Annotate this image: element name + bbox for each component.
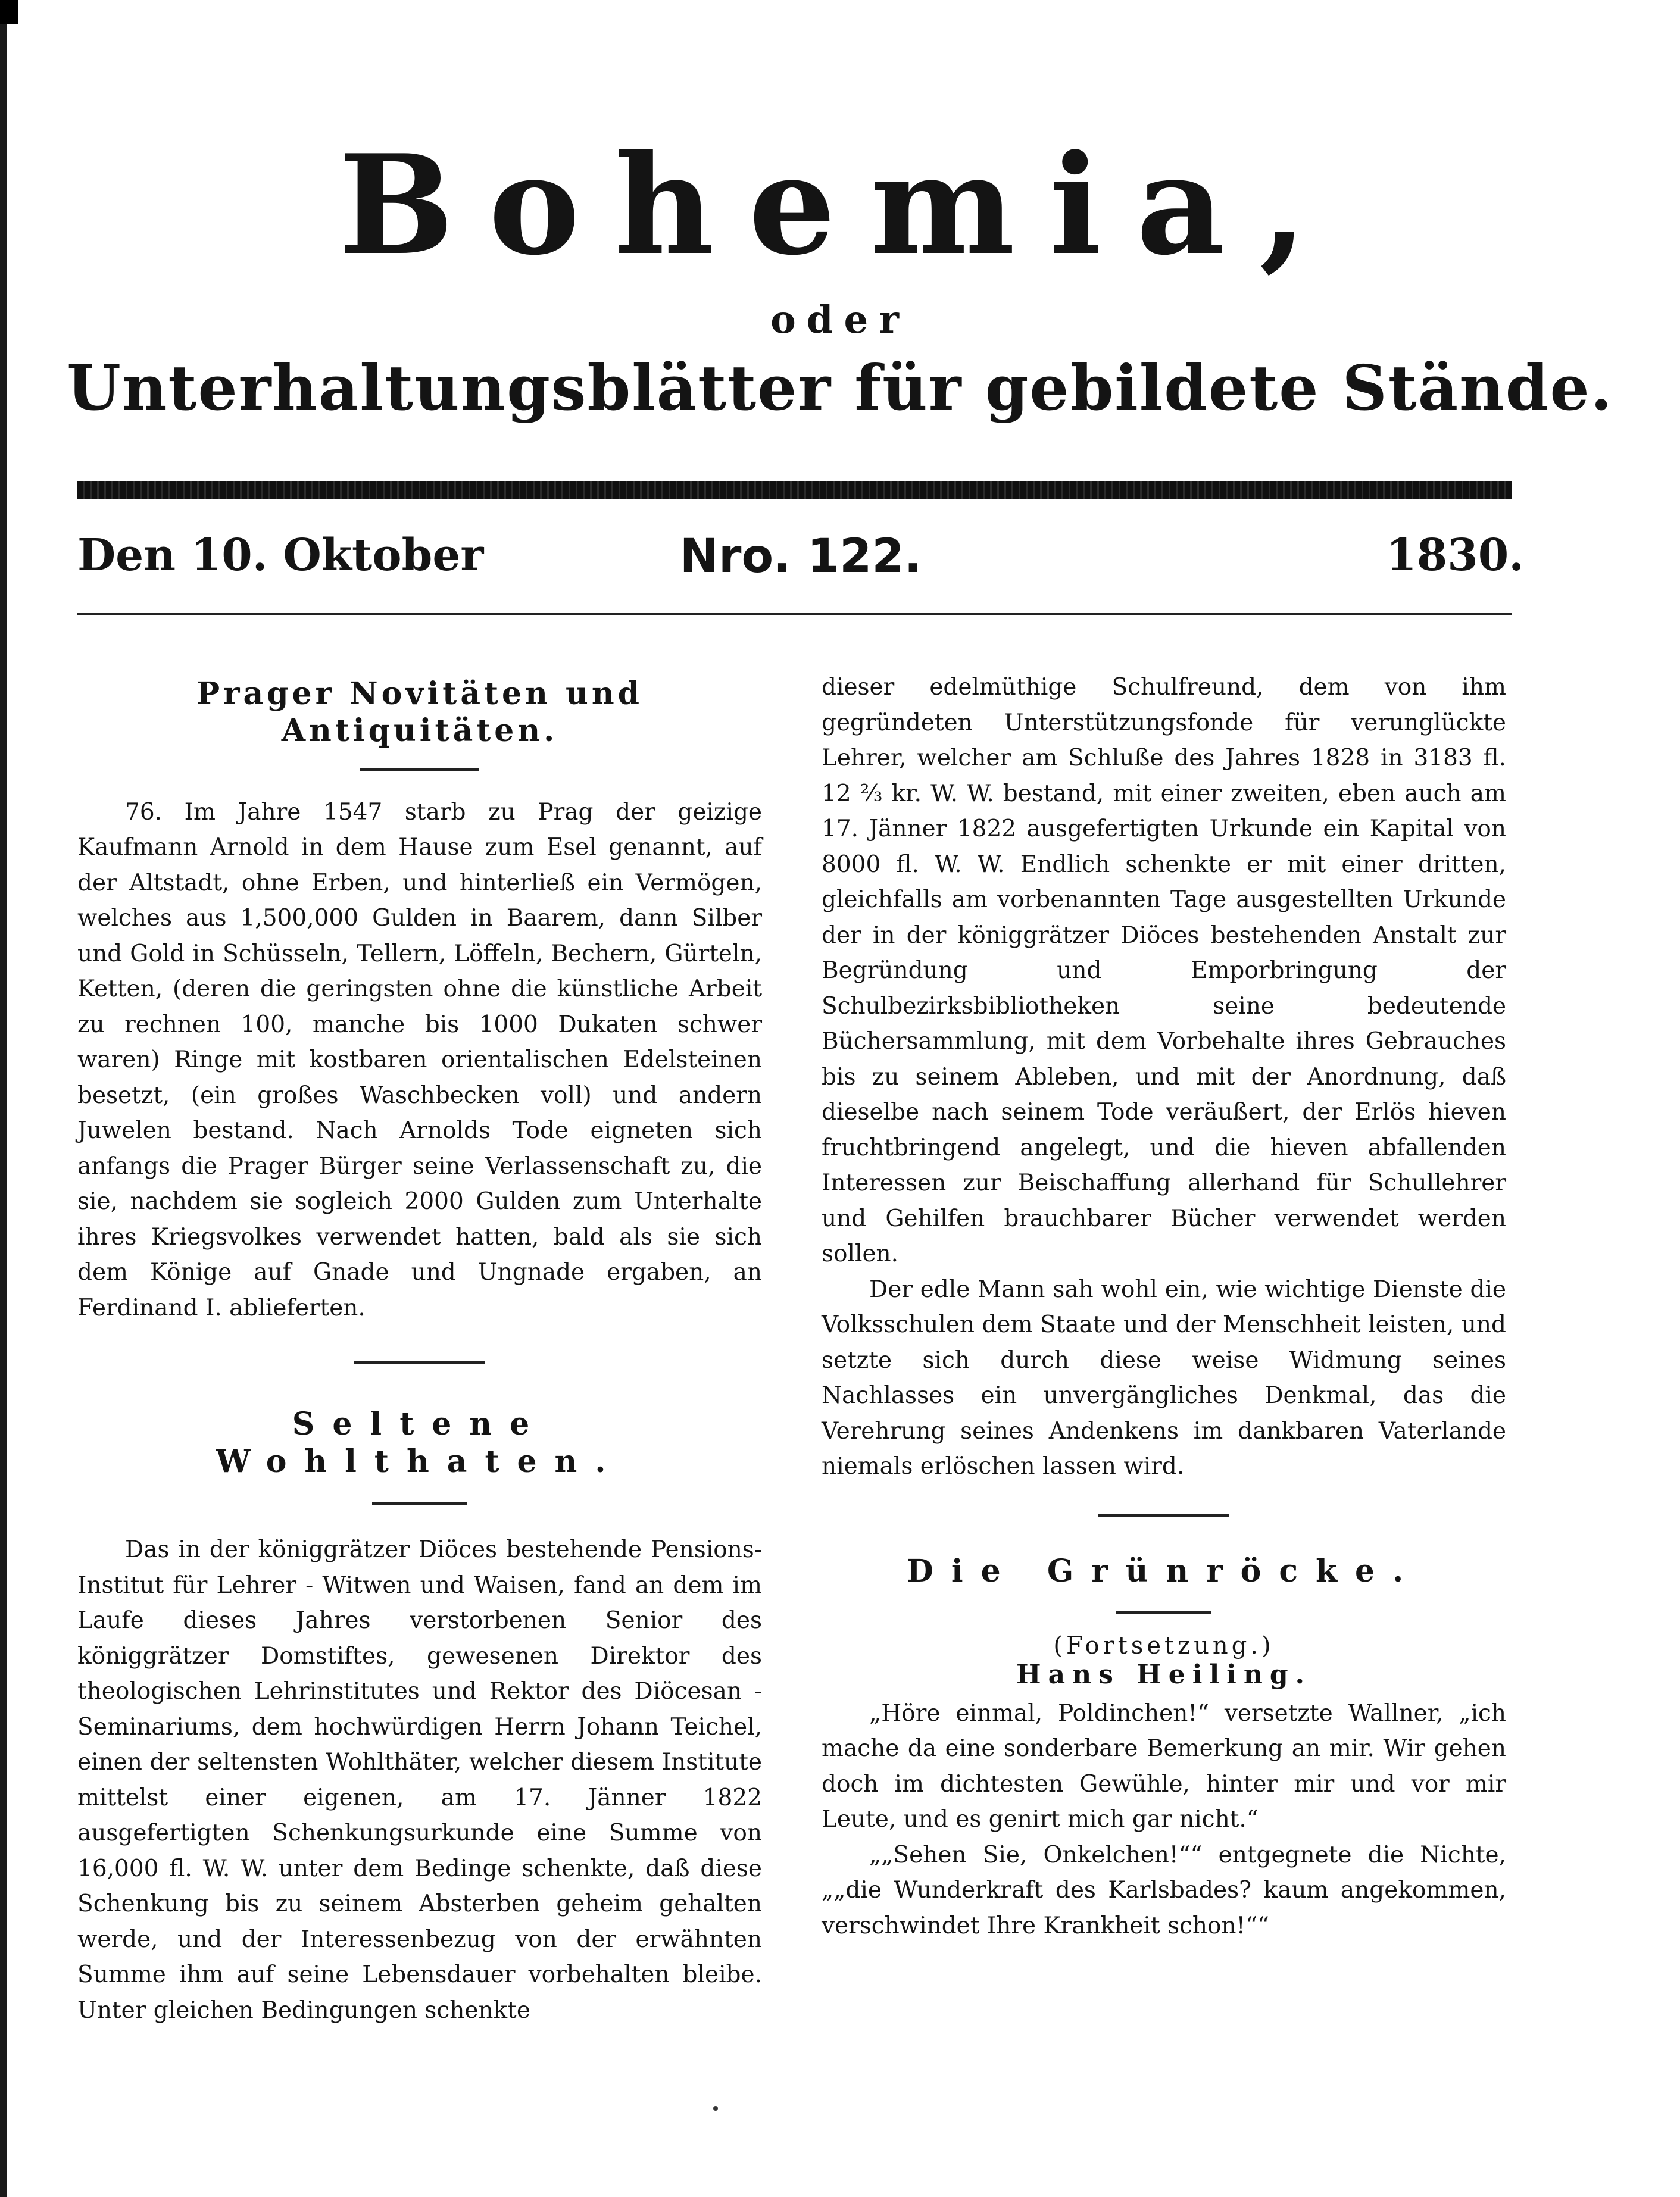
article-heading-wohlthaten: Seltene Wohlthaten.: [216, 1406, 624, 1480]
dateline-rule: [77, 613, 1512, 615]
article-paragraph-prager: 76. Im Jahre 1547 starb zu Prag der geizige Kaufmann Arnold in dem Hause zum Esel genannt, auf der Altstadt, ohne Erben, und hinterließ ein Vermögen, welches aus 1,500,000 Gulden in Baarem, dann Silber und Gold in Schüsseln, Tellern, Löffeln, Bechern, Gürteln, Ketten, (deren die geringsten ohne die künstliche Arbeit zu rechnen 100, manche bis 1000 Dukaten schwer waren) Ringe mit kostbaren orientalischen Edelsteinen besetzt, (ein großes Waschbecken voll) und andern Juwelen bestand. Nach Arnolds Tode eigneten sich anfangs die Prager Bürger seine Verlassenschaft zu, die sie, nachdem sie sogleich 2000 Gulden zum Unterhalte ihres Kriegsvolkes verwendet hatten, bald als sie sich dem Könige auf Gnade und Ungnade ergaben, an Ferdinand I. ablieferten.: [77, 798, 762, 1321]
continuation-paragraph-1: dieser edelmüthige Schulfreund, dem von ihm gegründeten Unterstützungsfonde für verunglückte Lehrer, welcher am Schluße des Jahres 1828 in 3183 fl. 12 ⅔ kr. W. W. bestand, mit einer zweiten, eben auch am 17. Jänner 1822 ausgefertigten Urkunde ein Kapital von 8000 fl. W. W. Endlich schenkte er mit einer dritten, gleichfalls am vorbenannten Tage ausgestellten Urkunde der in der königgrätzer Diöces bestehenden Anstalt zur Begründung und Emporbringung der Schulbezirksbibliotheken seine bedeutende Büchersammlung, mit dem Vorbehalte ihres Gebrauches bis zu seinem Ableben, und mit der Anordnung, daß dieselbe nach seinem Tode veräußert, der Erlös hieven fruchtbringend angelegt, und die hieven abfallenden Interessen zur Beischaffung allerhand für Schullehrer und Gehilfen brauchbarer Bücher verwendet werden sollen.: [822, 674, 1506, 1267]
section-divider: [1098, 1514, 1229, 1517]
continuation-paragraph-2: Der edle Mann sah wohl ein, wie wichtige Dienste die Volksschulen dem Staate und der Menschheit leisten, und setzte sich durch diese weise Widmung seines Nachlasses ein unvergängliches Denkmal, das die Verehrung seines Andenkens im dankbaren Vaterlande niemals erlöschen lassen wird.: [822, 1276, 1506, 1480]
story-paragraph-2: „„Sehen Sie, Onkelchen!““ entgegnete die Nichte, „„die Wunderkraft des Karlsbades? kaum angekommen, verschwindet Ihre Krankheit schon!““: [822, 1841, 1506, 1939]
heading-divider: [1116, 1611, 1211, 1614]
heading-divider: [360, 768, 479, 771]
right-column: [822, 670, 1506, 1943]
article-subtitle: Hans Heiling.: [1016, 1659, 1311, 1690]
left-column: [77, 676, 762, 2028]
article-heading-gruenroecke: Die Grünröcke.: [906, 1552, 1422, 1589]
article-paragraph-wohlthaten: Das in der königgrätzer Diöces bestehende Pensions-Institut für Lehrer - Witwen und Waisen, fand an dem im Laufe dieses Jahres verstorbenen Senior des königgrätzer Domstiftes, gewesenen Direktor des theologischen Lehrinstitutes und Rektor des Diöcesan - Seminariums, dem hochwürdigen Herrn Johann Teichel, einen der seltensten Wohlthäter, welcher diesem Institute mittelst einer eigenen, am 17. Jänner 1822 ausgefertigten Schenkungsurkunde eine Summe von 16,000 fl. W. W. unter dem Bedinge schenkte, daß diese Schenkung bis zu seinem Absterben geheim gehalten werde, und der Interessenbezug von der erwähnten Summe ihm auf seine Lebensdauer vorbehalten bleibe. Unter gleichen Bedingungen schenkte: [77, 1536, 762, 2024]
article-subheading: (Fortsetzung.): [1053, 1632, 1275, 1660]
dateline: [77, 530, 1524, 595]
masthead-rule: [77, 481, 1512, 499]
issue-number: Nro. 122.: [679, 530, 922, 583]
binding-corner: [0, 0, 18, 24]
heading-divider: [372, 1502, 467, 1505]
page-speck: [713, 2106, 718, 2111]
section-divider: [354, 1361, 485, 1364]
story-paragraph-1: „Höre einmal, Poldinchen!“ versetzte Wallner, „ich mache da eine sonderbare Bemerkung an mir. Wir gehen doch im dichtesten Gewühle, hinter mir und vor mir Leute, und es genirt mich gar nicht.“: [822, 1699, 1506, 1833]
masthead-title: Bohemia,: [338, 125, 1342, 286]
issue-year: 1830.: [1386, 530, 1524, 581]
issue-date: Den 10. Oktober: [77, 530, 484, 581]
masthead-oder: oder: [770, 298, 910, 342]
masthead-subtitle: Unterhaltungsblätter für gebildete Stände.: [67, 351, 1613, 424]
article-heading-prager: Prager Novitäten und Antiquitäten.: [196, 676, 644, 749]
